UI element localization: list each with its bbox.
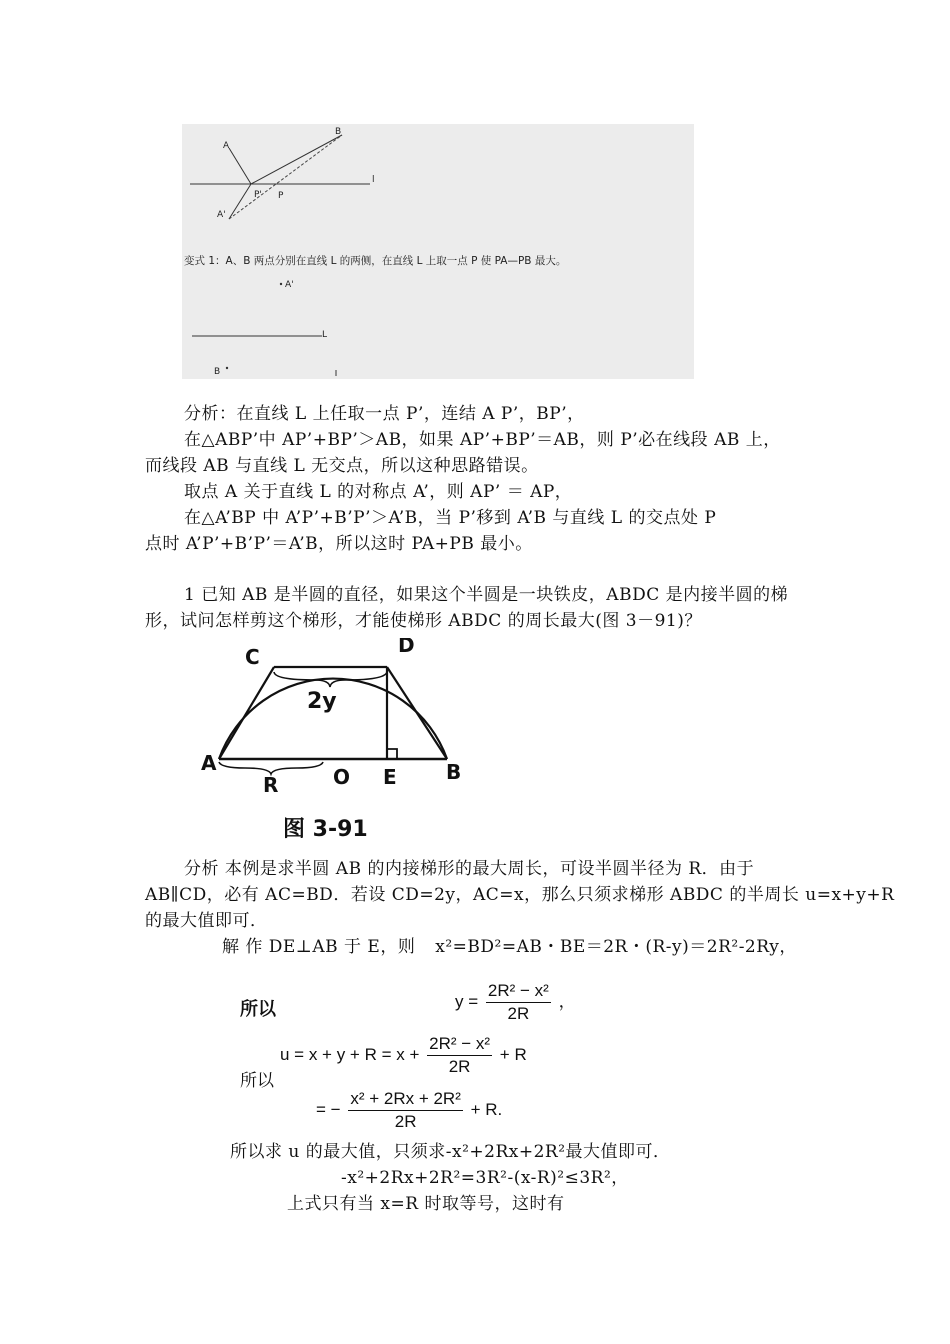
figure-1-diagram [182, 124, 694, 379]
u-fraction [427, 1034, 492, 1077]
analysis2-line1: 分析 本例是求半圆 AB 的内接梯形的最大周长，可设半圆半径为 R．由于 [184, 859, 755, 879]
analysis1-line3: 而线段 AB 与直线 L 无交点，所以这种思路错误。 [145, 456, 539, 476]
u2-tail: + R. [470, 1099, 503, 1119]
u2-fraction [348, 1089, 463, 1132]
y-denominator: 2R [507, 1004, 530, 1023]
solution-line-a: 所以求 u 的最大值，只须求-x²+2Rx+2R²最大值即可． [230, 1142, 671, 1162]
solution-lead-text: 解 作 DE⊥AB 于 E，则 [222, 937, 416, 957]
figure-2 [195, 638, 485, 848]
problem1-line1: 1 已知 AB 是半圆的直径，如果这个半圆是一块铁皮，ABDC 是内接半圆的梯 [184, 585, 789, 605]
label-l: l [372, 175, 375, 185]
label-P-prime: P' [254, 190, 262, 200]
label-P: P [278, 191, 284, 201]
u-formula [280, 1034, 527, 1077]
figure-2-caption: 图 3-91 [283, 817, 368, 842]
analysis1-line5: 在△A’BP 中 A’P’+B’P’＞A’B，当 P’移到 A’B 与直线 L 的交点处 P [184, 508, 717, 528]
u-tail: + R [499, 1044, 527, 1064]
figure-2-diagram [195, 638, 485, 848]
u2-lhs: = − [316, 1099, 341, 1119]
analysis2-line2: AB∥CD，必有 AC=BD．若设 CD=2y，AC=x，那么只须求梯形 ABDC 的半周长 u=x+y+R [145, 885, 895, 905]
label-L: L [322, 330, 328, 340]
y-formula [455, 981, 576, 1024]
label-B: B [446, 760, 462, 784]
label-A-prime: A' [217, 210, 226, 220]
analysis1-line4: 取点 A 关于直线 L 的对称点 A’，则 AP’ ＝ AP， [184, 482, 573, 502]
solution-lead [222, 935, 797, 959]
label-A: A [223, 141, 230, 151]
figure-1 [182, 124, 694, 379]
u2-numerator: x² + 2Rx + 2R² [348, 1089, 463, 1111]
suoyi-2: 所以 [240, 1071, 274, 1090]
u-denominator: 2R [448, 1057, 471, 1076]
y-fraction [486, 981, 551, 1024]
solution-line-c: 上式只有当 x=R 时取等号，这时有 [287, 1194, 565, 1214]
label-A-prime-2: A' [285, 280, 294, 290]
u2-denominator: 2R [394, 1112, 417, 1131]
y-lhs: y = [455, 991, 479, 1011]
solution-equation: x²=BD²=AB・BE＝2R・(R-y)＝2R²-2Ry， [435, 937, 797, 957]
u-lhs: u = x + y + R = x + [280, 1044, 420, 1064]
label-R: R [263, 773, 279, 797]
u-numerator: 2R² − x² [427, 1034, 492, 1056]
y-numerator: 2R² − x² [486, 981, 551, 1003]
figure-1-caption: 变式 1：A、B 两点分别在直线 L 的两侧，在直线 L 上取一点 P 使 PA—PB 最大。 [184, 255, 567, 267]
solution-line-b: -x²+2Rx+2R²=3R²-(x-R)²≤3R²， [341, 1168, 629, 1188]
analysis1-line2: 在△ABP’中 AP’+BP’＞AB，如果 AP’+BP’＝AB，则 P’必在线段 AB 上， [184, 430, 781, 450]
label-A: A [201, 751, 217, 775]
label-D: D [398, 638, 415, 657]
label-B: B [335, 127, 342, 137]
analysis1-line6: 点时 A’P’+B’P’＝A’B，所以这时 PA+PB 最小。 [145, 534, 533, 554]
label-B-2: B [214, 367, 221, 377]
label-E: E [383, 765, 397, 789]
suoyi-1: 所以 [240, 999, 276, 1019]
u2-formula [316, 1089, 502, 1132]
analysis2-line3: 的最大值即可． [145, 911, 268, 931]
problem1-line2: 形，试问怎样剪这个梯形，才能使梯形 ABDC 的周长最大(图 3－91)？ [145, 611, 702, 631]
label-2y: 2y [307, 689, 337, 714]
label-C: C [245, 645, 260, 669]
analysis1-line1: 分析：在直线 L 上任取一点 P’，连结 A P’，BP’， [184, 404, 585, 424]
label-O: O [333, 765, 351, 789]
y-tail: ， [558, 991, 576, 1011]
